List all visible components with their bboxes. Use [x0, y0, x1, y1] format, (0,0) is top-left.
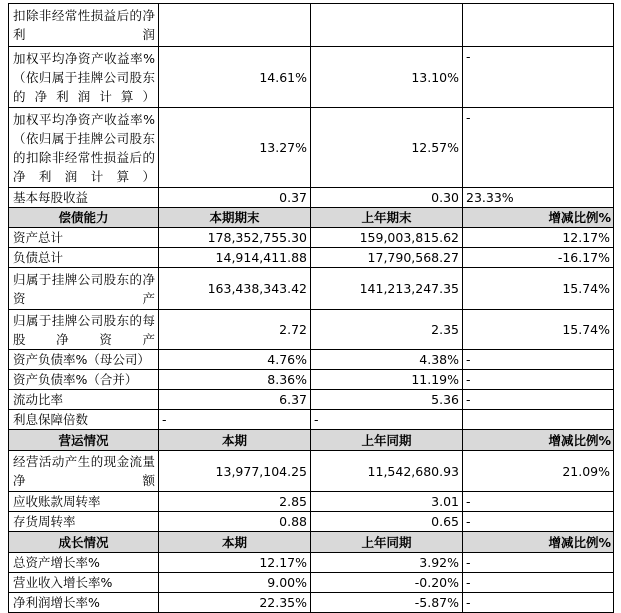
change-value: - — [463, 390, 614, 410]
header-cell: 上年同期 — [311, 430, 463, 451]
previous-value: 2.35 — [311, 310, 463, 350]
previous-value: 0.30 — [311, 188, 463, 208]
row-label: 基本每股收益 — [9, 188, 159, 208]
table-row — [9, 451, 614, 492]
change-value: - — [463, 512, 614, 532]
previous-value: 3.92% — [311, 553, 463, 573]
current-value: 163,438,343.42 — [159, 268, 311, 310]
table-row — [9, 188, 614, 208]
table-row — [9, 512, 614, 532]
table-row — [9, 492, 614, 512]
current-value: 178,352,755.30 — [159, 228, 311, 248]
current-value: 12.17% — [159, 553, 311, 573]
previous-value: -5.87% — [311, 593, 463, 613]
section-header-operations — [9, 430, 614, 451]
row-label: 扣除非经常性损益后的净利润 — [9, 4, 159, 47]
current-value: 8.36% — [159, 370, 311, 390]
row-label: 存货周转率 — [9, 512, 159, 532]
previous-value: 5.36 — [311, 390, 463, 410]
table-row — [9, 553, 614, 573]
change-value: - — [463, 108, 614, 188]
header-cell: 增减比例% — [463, 532, 614, 553]
previous-value: -0.20% — [311, 573, 463, 593]
table-row — [9, 4, 614, 47]
previous-value: 11,542,680.93 — [311, 451, 463, 492]
current-value: 2.85 — [159, 492, 311, 512]
previous-value — [311, 4, 463, 47]
previous-value: 141,213,247.35 — [311, 268, 463, 310]
change-value: 21.09% — [463, 451, 614, 492]
row-label: 资产总计 — [9, 228, 159, 248]
row-label: 归属于挂牌公司股东的净资产 — [9, 268, 159, 310]
change-value: 15.74% — [463, 268, 614, 310]
change-value: - — [463, 553, 614, 573]
table-row — [9, 350, 614, 370]
row-label: 资产负债率%（合并） — [9, 370, 159, 390]
change-value: 15.74% — [463, 310, 614, 350]
previous-value: - — [311, 410, 463, 430]
change-value: - — [463, 370, 614, 390]
row-label: 归属于挂牌公司股东的每股净资产 — [9, 310, 159, 350]
header-cell: 增减比例% — [463, 208, 614, 228]
table-row — [9, 47, 614, 108]
table-row — [9, 370, 614, 390]
current-value: 9.00% — [159, 573, 311, 593]
row-label: 负债总计 — [9, 248, 159, 268]
header-cell: 增减比例% — [463, 430, 614, 451]
header-cell: 偿债能力 — [9, 208, 159, 228]
row-label: 利息保障倍数 — [9, 410, 159, 430]
change-value: -16.17% — [463, 248, 614, 268]
previous-value: 0.65 — [311, 512, 463, 532]
current-value: 14,914,411.88 — [159, 248, 311, 268]
previous-value: 11.19% — [311, 370, 463, 390]
change-value: 23.33% — [463, 188, 614, 208]
change-value: - — [463, 47, 614, 108]
current-value: 0.37 — [159, 188, 311, 208]
table-row — [9, 268, 614, 310]
section-header-debt — [9, 208, 614, 228]
change-value: - — [463, 573, 614, 593]
previous-value: 3.01 — [311, 492, 463, 512]
row-label: 资产负债率%（母公司） — [9, 350, 159, 370]
previous-value: 159,003,815.62 — [311, 228, 463, 248]
change-value: - — [463, 350, 614, 370]
row-label: 总资产增长率% — [9, 553, 159, 573]
header-cell: 本期 — [159, 430, 311, 451]
change-value: - — [463, 593, 614, 613]
row-label: 营业收入增长率% — [9, 573, 159, 593]
current-value: 13,977,104.25 — [159, 451, 311, 492]
row-label: 加权平均净资产收益率%（依归属于挂牌公司股东的扣除非经常性损益后的净利润计算） — [9, 108, 159, 188]
previous-value: 4.38% — [311, 350, 463, 370]
change-value: 12.17% — [463, 228, 614, 248]
table-row — [9, 390, 614, 410]
section-header-growth — [9, 532, 614, 553]
current-value — [159, 4, 311, 47]
previous-value: 13.10% — [311, 47, 463, 108]
current-value: 6.37 — [159, 390, 311, 410]
row-label: 净利润增长率% — [9, 593, 159, 613]
previous-value: 17,790,568.27 — [311, 248, 463, 268]
row-label: 应收账款周转率 — [9, 492, 159, 512]
change-value: - — [463, 492, 614, 512]
table-row — [9, 228, 614, 248]
table-row — [9, 410, 614, 430]
row-label: 加权平均净资产收益率%（依归属于挂牌公司股东的净利润计算） — [9, 47, 159, 108]
change-value — [463, 410, 614, 430]
header-cell: 本期 — [159, 532, 311, 553]
previous-value: 12.57% — [311, 108, 463, 188]
table-row — [9, 108, 614, 188]
header-cell: 上年期末 — [311, 208, 463, 228]
current-value: 13.27% — [159, 108, 311, 188]
header-cell: 上年同期 — [311, 532, 463, 553]
current-value: 14.61% — [159, 47, 311, 108]
header-cell: 营运情况 — [9, 430, 159, 451]
header-cell: 成长情况 — [9, 532, 159, 553]
row-label: 流动比率 — [9, 390, 159, 410]
header-cell: 本期期末 — [159, 208, 311, 228]
table-row — [9, 310, 614, 350]
financial-indicators-table — [8, 3, 614, 613]
row-label: 经营活动产生的现金流量净额 — [9, 451, 159, 492]
current-value: 0.88 — [159, 512, 311, 532]
current-value: 22.35% — [159, 593, 311, 613]
table-row — [9, 573, 614, 593]
current-value: 2.72 — [159, 310, 311, 350]
table-row — [9, 248, 614, 268]
current-value: - — [159, 410, 311, 430]
current-value: 4.76% — [159, 350, 311, 370]
change-value — [463, 4, 614, 47]
